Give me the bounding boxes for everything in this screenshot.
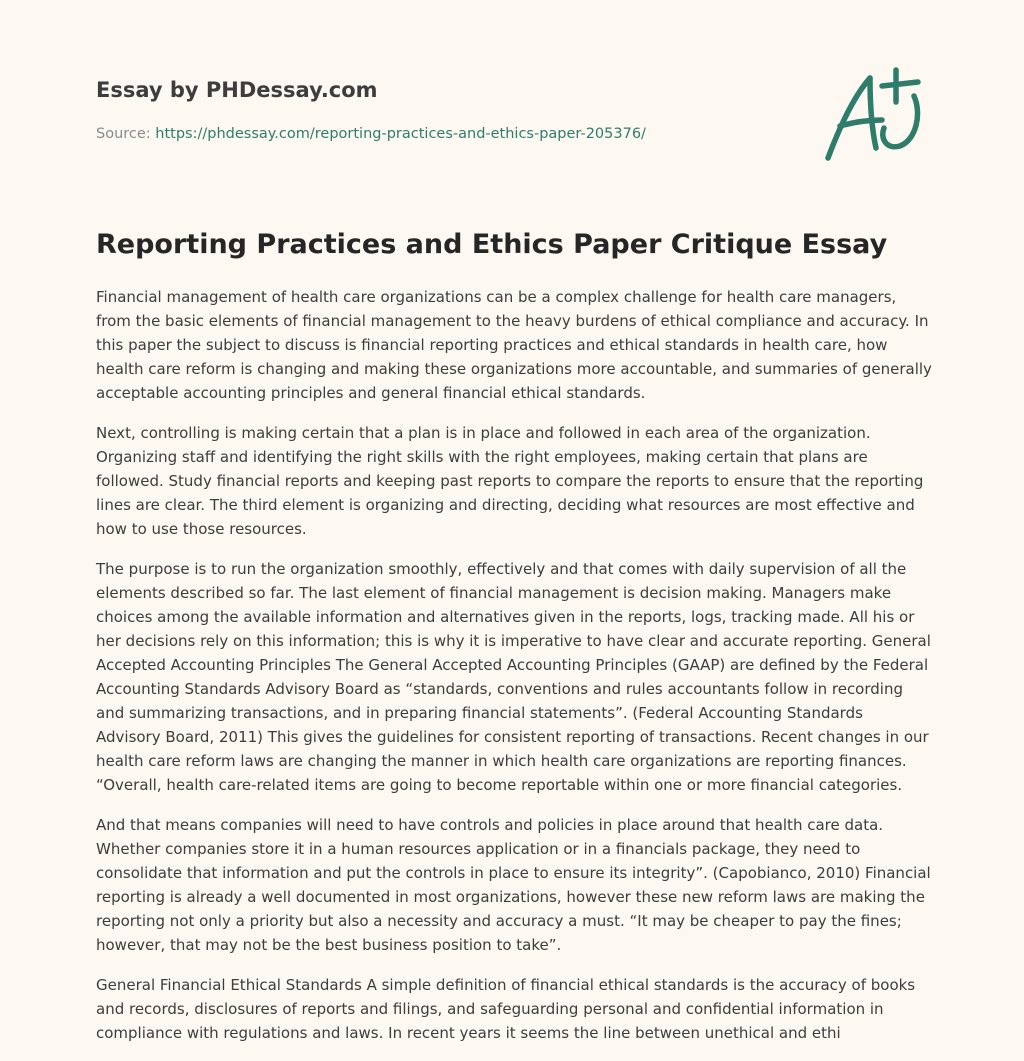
essay-paragraph: The purpose is to run the organization smoothly, effectively and that comes with daily supervision of all the elements described so far. The last element of financial management is decision making. Managers make choices among the available information and alternatives given in the reports, logs, tracking made. All his or her decisions rely on this information; this is why it is imperative to have clear and accurate reporting. General Accepted Accounting Principles The General Accepted Accounting Principles (GAAP) are defined by the Federal Accounting Standards Advisory Board as “standards, conventions and rules accountants follow in recording and summarizing transactions, and in preparing financial statements”. (Federal Accounting Standards Advisory Board, 2011) This gives the guidelines for consistent reporting of transactions. Recent changes in our health care reform laws are changing the manner in which health care organizations are reporting finances. “Overall, health care-related items are going to become reportable within one or more financial categories.: [96, 560, 931, 794]
source-line: [96, 124, 796, 144]
source-label: Source:: [96, 126, 151, 142]
essay-paragraph: And that means companies will need to have controls and policies in place around that health care data. Whether companies store it in a human resources application or in a financials package, they need to consolidate that information and put the controls in place to ensure its integrity”. (Capobianco, 2010) Financial reporting is already a well documented in most organizations, however these new reform laws are making the reporting not only a priority but also a necessity and accuracy a must. “It may be cheaper to pay the fines; however, that may not be the best business position to take”.: [96, 816, 931, 954]
essay-paragraph: Next, controlling is making certain that a plan is in place and followed in each area of the organization. Organizing staff and identifying the right skills with the right employees, making certain that plans are followed. Study financial reports and keeping past reports to compare the reports to ensure that the reporting lines are clear. The third element is organizing and directing, deciding what resources are most effective and how to use those resources.: [96, 424, 924, 538]
source-link[interactable]: https://phdessay.com/reporting-practices-and-ethics-paper-205376/: [155, 126, 646, 142]
essay-header: [96, 76, 796, 144]
a-plus-logo-icon: [818, 66, 928, 166]
site-brand: Essay by PHDessay.com: [96, 78, 378, 102]
essay-body: [96, 285, 932, 1061]
essay-title: Reporting Practices and Ethics Paper Critique Essay: [96, 229, 888, 260]
essay-paragraph: General Financial Ethical Standards A simple definition of financial ethical standards is the accuracy of books and records, disclosures of reports and filings, and safeguarding personal and confidential information in compliance with regulations and laws. In recent years it seems the line between unethical and ethi: [96, 976, 916, 1042]
essay-paragraph: Financial management of health care organizations can be a complex challenge for health care managers, from the basic elements of financial management to the heavy burdens of ethical compliance and accuracy. In this paper the subject to discuss is financial reporting practices and ethical standards in health care, how health care reform is changing and making these organizations more accountable, and summaries of generally acceptable accounting principles and general financial ethical standards.: [96, 288, 932, 402]
